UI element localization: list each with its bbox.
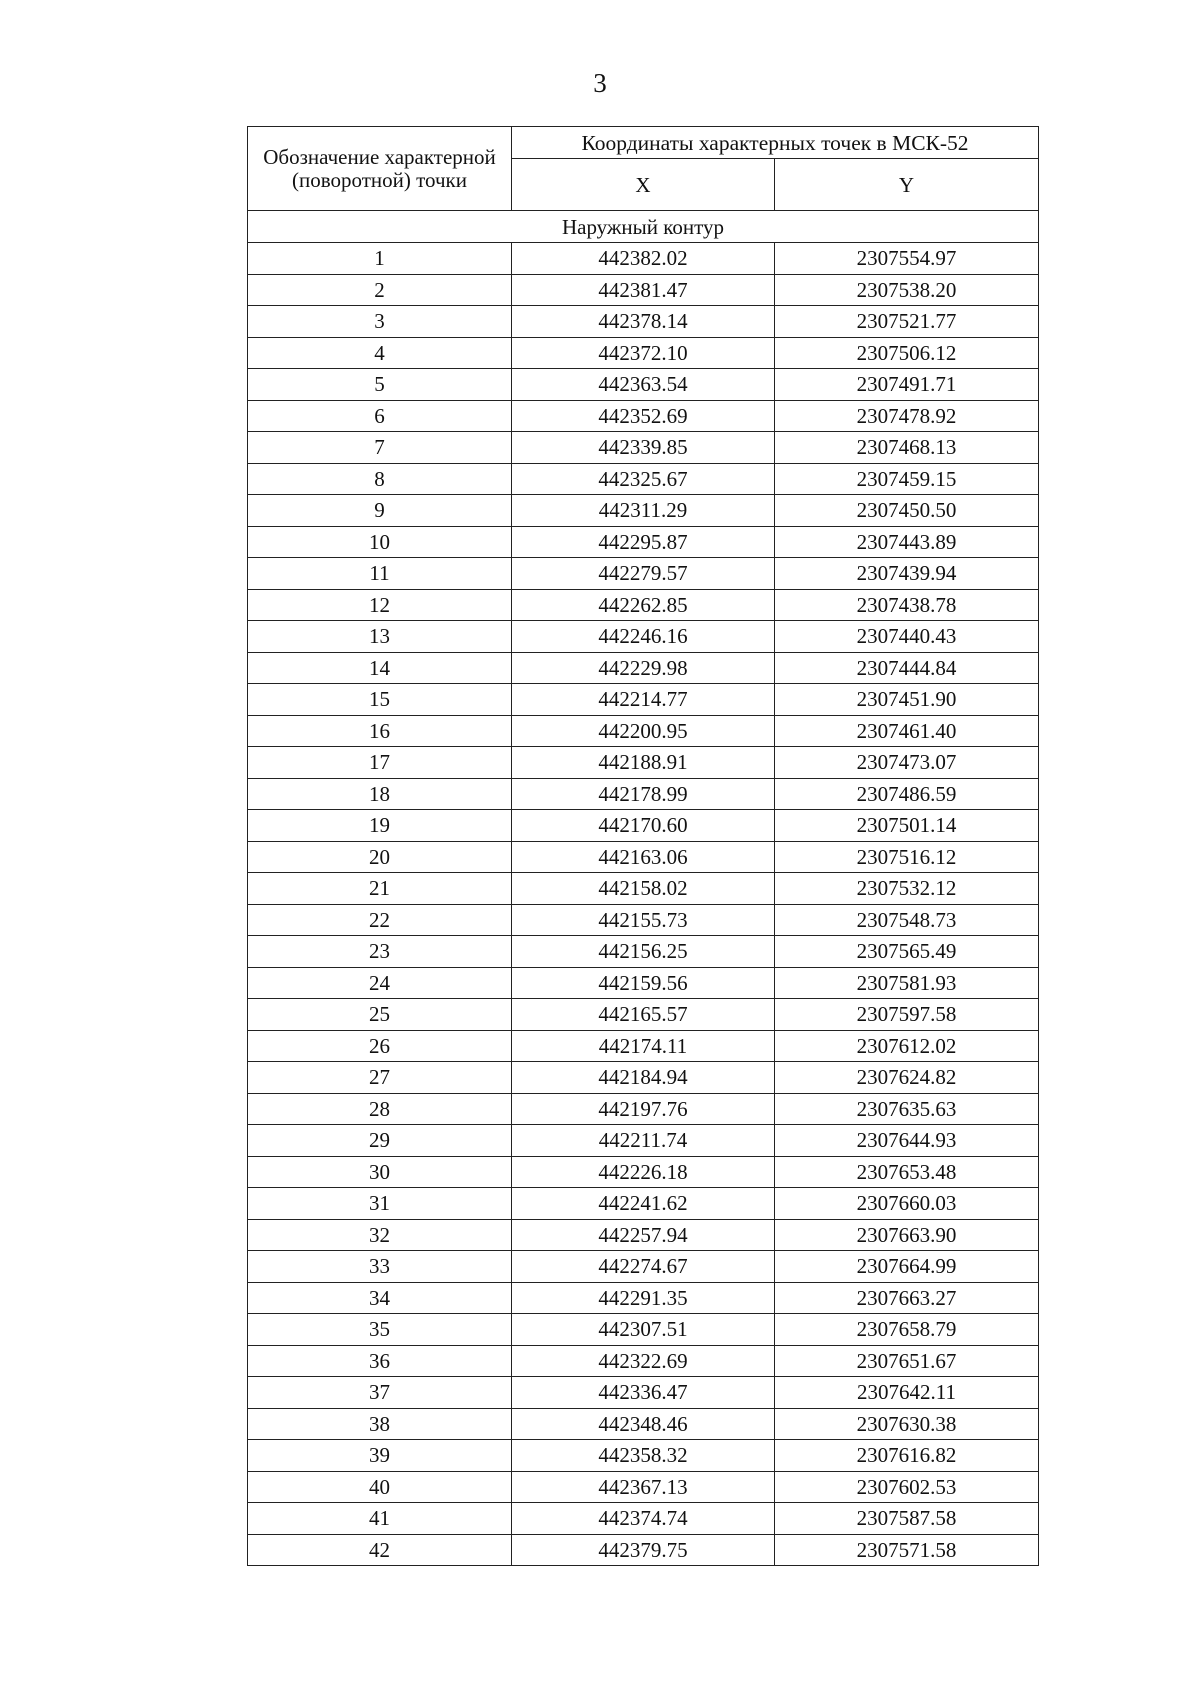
point-number-cell: 7 (248, 432, 512, 464)
y-coordinate-cell: 2307653.48 (775, 1156, 1039, 1188)
x-coordinate-cell: 442158.02 (512, 873, 775, 905)
table-row (248, 1314, 1039, 1346)
x-coordinate-cell: 442336.47 (512, 1377, 775, 1409)
y-coordinate-cell: 2307444.84 (775, 652, 1039, 684)
y-coordinate-cell: 2307506.12 (775, 337, 1039, 369)
x-coordinate-cell: 442348.46 (512, 1408, 775, 1440)
point-number-cell: 31 (248, 1188, 512, 1220)
y-coordinate-cell: 2307642.11 (775, 1377, 1039, 1409)
y-coordinate-cell: 2307664.99 (775, 1251, 1039, 1283)
table-row (248, 1440, 1039, 1472)
x-coordinate-cell: 442311.29 (512, 495, 775, 527)
y-coordinate-cell: 2307548.73 (775, 904, 1039, 936)
y-coordinate-cell: 2307565.49 (775, 936, 1039, 968)
table-row (248, 369, 1039, 401)
table-row (248, 1062, 1039, 1094)
point-number-cell: 10 (248, 526, 512, 558)
x-coordinate-cell: 442358.32 (512, 1440, 775, 1472)
point-number-cell: 32 (248, 1219, 512, 1251)
table-row (248, 1503, 1039, 1535)
table-row (248, 306, 1039, 338)
y-coordinate-cell: 2307443.89 (775, 526, 1039, 558)
point-number-cell: 20 (248, 841, 512, 873)
table-row (248, 778, 1039, 810)
point-number-cell: 38 (248, 1408, 512, 1440)
y-coordinate-cell: 2307521.77 (775, 306, 1039, 338)
page-number: 3 (593, 68, 607, 98)
x-coordinate-cell: 442274.67 (512, 1251, 775, 1283)
point-number-cell: 2 (248, 274, 512, 306)
point-number-cell: 12 (248, 589, 512, 621)
point-number-cell: 39 (248, 1440, 512, 1472)
x-coordinate-cell: 442174.11 (512, 1030, 775, 1062)
x-coordinate-cell: 442295.87 (512, 526, 775, 558)
point-number-cell: 27 (248, 1062, 512, 1094)
table-row (248, 274, 1039, 306)
y-coordinate-cell: 2307630.38 (775, 1408, 1039, 1440)
y-coordinate-cell: 2307651.67 (775, 1345, 1039, 1377)
table-row (248, 1282, 1039, 1314)
table-row (248, 684, 1039, 716)
table-row (248, 841, 1039, 873)
y-coordinate-cell: 2307516.12 (775, 841, 1039, 873)
x-coordinate-cell: 442156.25 (512, 936, 775, 968)
point-number-cell: 34 (248, 1282, 512, 1314)
table-row (248, 526, 1039, 558)
point-number-cell: 15 (248, 684, 512, 716)
point-number-cell: 13 (248, 621, 512, 653)
table-row (248, 621, 1039, 653)
point-number-cell: 14 (248, 652, 512, 684)
y-coordinate-cell: 2307602.53 (775, 1471, 1039, 1503)
table-row (248, 1188, 1039, 1220)
table-row (248, 1345, 1039, 1377)
table-row (248, 1534, 1039, 1566)
point-number-cell: 4 (248, 337, 512, 369)
x-column-header: X (512, 159, 775, 211)
table-row (248, 243, 1039, 275)
table-row (248, 652, 1039, 684)
point-number-cell: 26 (248, 1030, 512, 1062)
coordinates-table (247, 126, 1039, 1566)
x-coordinate-cell: 442178.99 (512, 778, 775, 810)
x-coordinate-cell: 442214.77 (512, 684, 775, 716)
point-number-cell: 22 (248, 904, 512, 936)
point-number-cell: 3 (248, 306, 512, 338)
x-coordinate-cell: 442378.14 (512, 306, 775, 338)
table-row (248, 1471, 1039, 1503)
point-number-cell: 8 (248, 463, 512, 495)
x-coordinate-cell: 442163.06 (512, 841, 775, 873)
table-row (248, 999, 1039, 1031)
y-coordinate-cell: 2307461.40 (775, 715, 1039, 747)
point-number-cell: 37 (248, 1377, 512, 1409)
x-coordinate-cell: 442246.16 (512, 621, 775, 653)
y-coordinate-cell: 2307459.15 (775, 463, 1039, 495)
x-coordinate-cell: 442229.98 (512, 652, 775, 684)
table-row (248, 463, 1039, 495)
point-number-cell: 19 (248, 810, 512, 842)
table-row (248, 400, 1039, 432)
table-row (248, 495, 1039, 527)
x-coordinate-cell: 442211.74 (512, 1125, 775, 1157)
point-number-cell: 25 (248, 999, 512, 1031)
x-coordinate-cell: 442165.57 (512, 999, 775, 1031)
y-coordinate-cell: 2307478.92 (775, 400, 1039, 432)
x-coordinate-cell: 442339.85 (512, 432, 775, 464)
point-number-cell: 24 (248, 967, 512, 999)
x-coordinate-cell: 442322.69 (512, 1345, 775, 1377)
table-row (248, 1156, 1039, 1188)
table-row (248, 1030, 1039, 1062)
table-row (248, 715, 1039, 747)
y-coordinate-cell: 2307612.02 (775, 1030, 1039, 1062)
y-coordinate-cell: 2307486.59 (775, 778, 1039, 810)
point-number-cell: 35 (248, 1314, 512, 1346)
x-coordinate-cell: 442262.85 (512, 589, 775, 621)
x-coordinate-cell: 442170.60 (512, 810, 775, 842)
x-coordinate-cell: 442184.94 (512, 1062, 775, 1094)
point-number-cell: 36 (248, 1345, 512, 1377)
table-row (248, 747, 1039, 779)
x-coordinate-cell: 442188.91 (512, 747, 775, 779)
y-coordinate-cell: 2307658.79 (775, 1314, 1039, 1346)
table-row (248, 432, 1039, 464)
point-number-cell: 29 (248, 1125, 512, 1157)
y-coordinate-cell: 2307587.58 (775, 1503, 1039, 1535)
y-coordinate-cell: 2307450.50 (775, 495, 1039, 527)
coordinates-group-header: Координаты характерных точек в МСК-52 (512, 127, 1039, 159)
table-header (248, 127, 1039, 243)
y-coordinate-cell: 2307663.90 (775, 1219, 1039, 1251)
x-coordinate-cell: 442200.95 (512, 715, 775, 747)
header-row-top (248, 127, 1039, 159)
point-number-cell: 6 (248, 400, 512, 432)
x-coordinate-cell: 442379.75 (512, 1534, 775, 1566)
point-number-cell: 1 (248, 243, 512, 275)
section-row (248, 211, 1039, 243)
table-row (248, 873, 1039, 905)
point-number-cell: 5 (248, 369, 512, 401)
x-coordinate-cell: 442159.56 (512, 967, 775, 999)
point-number-cell: 28 (248, 1093, 512, 1125)
y-coordinate-cell: 2307501.14 (775, 810, 1039, 842)
table-row (248, 558, 1039, 590)
x-coordinate-cell: 442381.47 (512, 274, 775, 306)
y-coordinate-cell: 2307451.90 (775, 684, 1039, 716)
point-designation-header: Обозначение характерной (поворотной) точки (248, 127, 512, 211)
point-number-cell: 18 (248, 778, 512, 810)
y-column-header: Y (775, 159, 1039, 211)
y-coordinate-cell: 2307571.58 (775, 1534, 1039, 1566)
x-coordinate-cell: 442325.67 (512, 463, 775, 495)
y-coordinate-cell: 2307597.58 (775, 999, 1039, 1031)
y-coordinate-cell: 2307644.93 (775, 1125, 1039, 1157)
x-coordinate-cell: 442241.62 (512, 1188, 775, 1220)
point-number-cell: 11 (248, 558, 512, 590)
table-row (248, 1251, 1039, 1283)
x-coordinate-cell: 442372.10 (512, 337, 775, 369)
y-coordinate-cell: 2307581.93 (775, 967, 1039, 999)
point-number-cell: 23 (248, 936, 512, 968)
table-row (248, 967, 1039, 999)
table-row (248, 936, 1039, 968)
y-coordinate-cell: 2307532.12 (775, 873, 1039, 905)
y-coordinate-cell: 2307660.03 (775, 1188, 1039, 1220)
y-coordinate-cell: 2307616.82 (775, 1440, 1039, 1472)
point-number-cell: 16 (248, 715, 512, 747)
x-coordinate-cell: 442374.74 (512, 1503, 775, 1535)
point-number-cell: 41 (248, 1503, 512, 1535)
table-row (248, 1125, 1039, 1157)
y-coordinate-cell: 2307663.27 (775, 1282, 1039, 1314)
point-number-cell: 33 (248, 1251, 512, 1283)
table-row (248, 1093, 1039, 1125)
x-coordinate-cell: 442352.69 (512, 400, 775, 432)
y-coordinate-cell: 2307439.94 (775, 558, 1039, 590)
point-number-cell: 30 (248, 1156, 512, 1188)
x-coordinate-cell: 442226.18 (512, 1156, 775, 1188)
point-number-cell: 42 (248, 1534, 512, 1566)
table-row (248, 810, 1039, 842)
table-row (248, 337, 1039, 369)
y-coordinate-cell: 2307635.63 (775, 1093, 1039, 1125)
y-coordinate-cell: 2307538.20 (775, 274, 1039, 306)
x-coordinate-cell: 442257.94 (512, 1219, 775, 1251)
x-coordinate-cell: 442279.57 (512, 558, 775, 590)
y-coordinate-cell: 2307440.43 (775, 621, 1039, 653)
point-number-cell: 40 (248, 1471, 512, 1503)
x-coordinate-cell: 442291.35 (512, 1282, 775, 1314)
x-coordinate-cell: 442363.54 (512, 369, 775, 401)
point-number-cell: 17 (248, 747, 512, 779)
point-number-cell: 9 (248, 495, 512, 527)
x-coordinate-cell: 442197.76 (512, 1093, 775, 1125)
y-coordinate-cell: 2307473.07 (775, 747, 1039, 779)
table-row (248, 1408, 1039, 1440)
table-row (248, 589, 1039, 621)
y-coordinate-cell: 2307554.97 (775, 243, 1039, 275)
table-body (248, 243, 1039, 1566)
y-coordinate-cell: 2307624.82 (775, 1062, 1039, 1094)
table-row (248, 1377, 1039, 1409)
x-coordinate-cell: 442155.73 (512, 904, 775, 936)
y-coordinate-cell: 2307468.13 (775, 432, 1039, 464)
y-coordinate-cell: 2307438.78 (775, 589, 1039, 621)
x-coordinate-cell: 442307.51 (512, 1314, 775, 1346)
table-row (248, 904, 1039, 936)
y-coordinate-cell: 2307491.71 (775, 369, 1039, 401)
x-coordinate-cell: 442382.02 (512, 243, 775, 275)
section-title: Наружный контур (248, 211, 1039, 243)
x-coordinate-cell: 442367.13 (512, 1471, 775, 1503)
point-number-cell: 21 (248, 873, 512, 905)
table-row (248, 1219, 1039, 1251)
